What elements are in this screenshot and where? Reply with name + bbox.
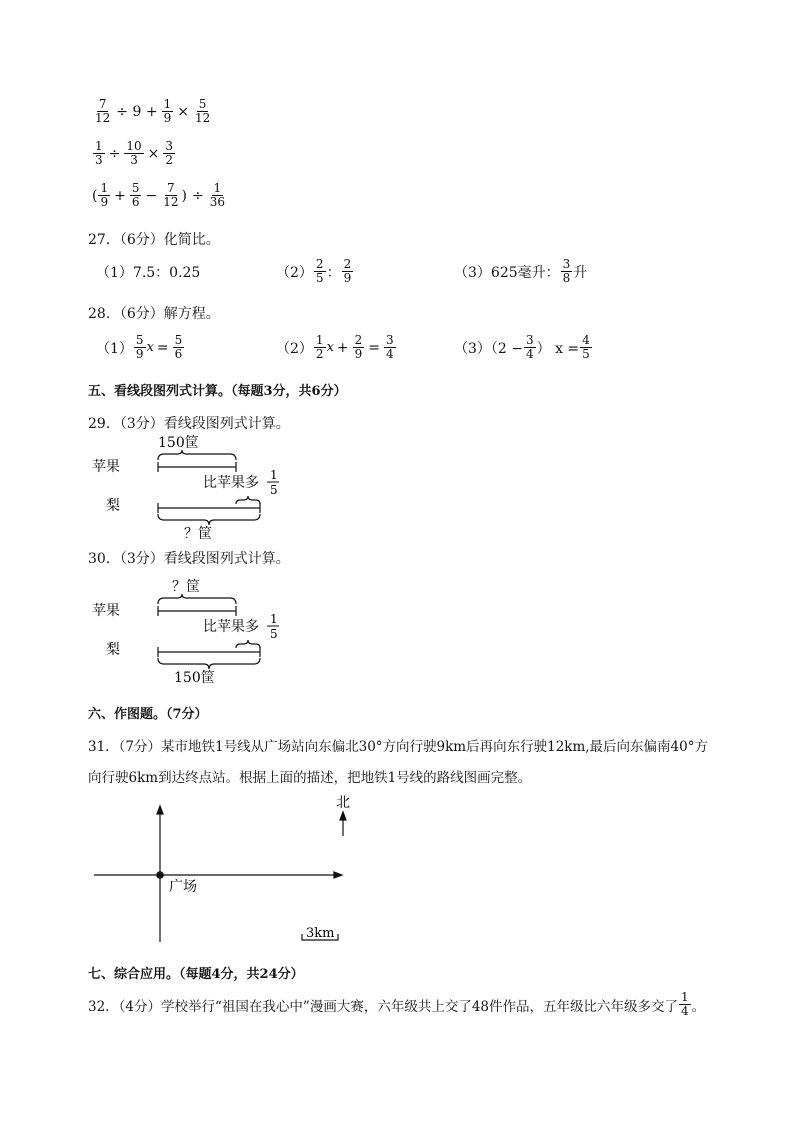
section-5-heading: 五、看线段图列式计算。（每题3分，共6分） — [88, 384, 347, 399]
q30-top-label: ？筐 — [172, 579, 200, 595]
q30-pear-label: 梨 — [106, 642, 120, 658]
q29-pear-label: 梨 — [106, 498, 120, 514]
q31-line1: 31．（7分）某市地铁1号线从广场站向东偏北30°方向行驶9km后再向东行驶12km,最后向东偏南40°方 — [88, 739, 708, 755]
q29-extra-brace — [236, 496, 260, 504]
q29-title: 29．（3分）看线段图列式计算。 — [88, 416, 290, 432]
q30-bottom-label: 150筐 — [174, 670, 215, 686]
q28-title: 28．（6分）解方程。 — [88, 306, 220, 322]
q31-line2: 向行驶6km到达终点站。根据上面的描述，把地铁1号线的路线图画完整。 — [88, 770, 532, 786]
q30-apple-label: 苹果 — [92, 603, 120, 619]
q29-compare-label: 比苹果多 — [203, 475, 259, 491]
q27-title: 27．（6分）化简比。 — [88, 232, 220, 248]
q31-north-axis-arrow — [157, 806, 163, 814]
q31-origin-label: 广场 — [169, 879, 197, 895]
q30-frac-den: 5 — [270, 627, 278, 641]
section-6-heading: 六、作图题。（7分） — [88, 707, 208, 722]
q30-compare-label: 比苹果多 — [203, 619, 259, 635]
expression-1: $\frac{7}{12}$ ÷ 9 + $\frac{1}{9}$ × $\frac{5}{12}$ — [95, 97, 211, 125]
q29-apple-label: 苹果 — [92, 459, 120, 475]
q29-top-label: 150筐 — [158, 435, 199, 451]
q28-part2: （2） $\frac{1}{2}$ x + $\frac{2}{9}$ = $\frac{3}{4}$ — [276, 333, 394, 361]
q30-diagram — [90, 574, 290, 689]
q28-part1: （1） $\frac{5}{9}$ x = $\frac{5}{6}$ — [96, 333, 183, 361]
q27-part3: （3）625毫升： $\frac{3}{8}$ 升 — [454, 257, 588, 285]
q30-title: 30．（3分）看线段图列式计算。 — [88, 551, 290, 567]
q32-line: 32．（4分）学校举行“祖国在我心中”漫画大赛，六年级共上交了48件作品，五年级比六年级多交了 $\frac{1}{4}$ 。 — [88, 990, 706, 1018]
q31-map — [80, 792, 370, 952]
q31-north-label: 北 — [336, 795, 350, 811]
expression-2: $\frac{1}{3}$ ÷ $\frac{10}{3}$ × $\frac{3}{2}$ — [95, 139, 174, 167]
q29-frac-den: 5 — [270, 483, 278, 497]
q31-east-arrow — [334, 872, 342, 878]
q30-bottom-brace — [158, 658, 260, 669]
q27-part2: （2） $\frac{2}{5}$ ： $\frac{2}{9}$ — [276, 257, 352, 285]
q29-diagram — [90, 430, 290, 545]
q28-part3: （3）（2 − $\frac{3}{4}$ ） x = $\frac{4}{5}$ — [454, 333, 590, 361]
q30-extra-brace — [236, 640, 260, 648]
q29-bottom-brace — [158, 514, 260, 525]
q27-part1: （1）7.5：0.25 — [96, 265, 201, 281]
expression-3: ( $\frac{1}{9}$ + $\frac{5}{6}$ − $\frac{7}{12}$ ) ÷ $\frac{1}{36}$ — [92, 181, 225, 209]
q31-origin-dot — [157, 872, 163, 878]
q31-scale-label: 3km — [306, 926, 335, 941]
q30-top-brace — [158, 594, 236, 604]
section-7-heading: 七、综合应用。（每题4分，共24分） — [88, 967, 304, 982]
q29-top-brace — [158, 450, 236, 460]
q29-frac-num: 1 — [270, 468, 278, 482]
q30-frac-num: 1 — [270, 612, 278, 626]
q29-bottom-label: ？筐 — [184, 526, 212, 542]
